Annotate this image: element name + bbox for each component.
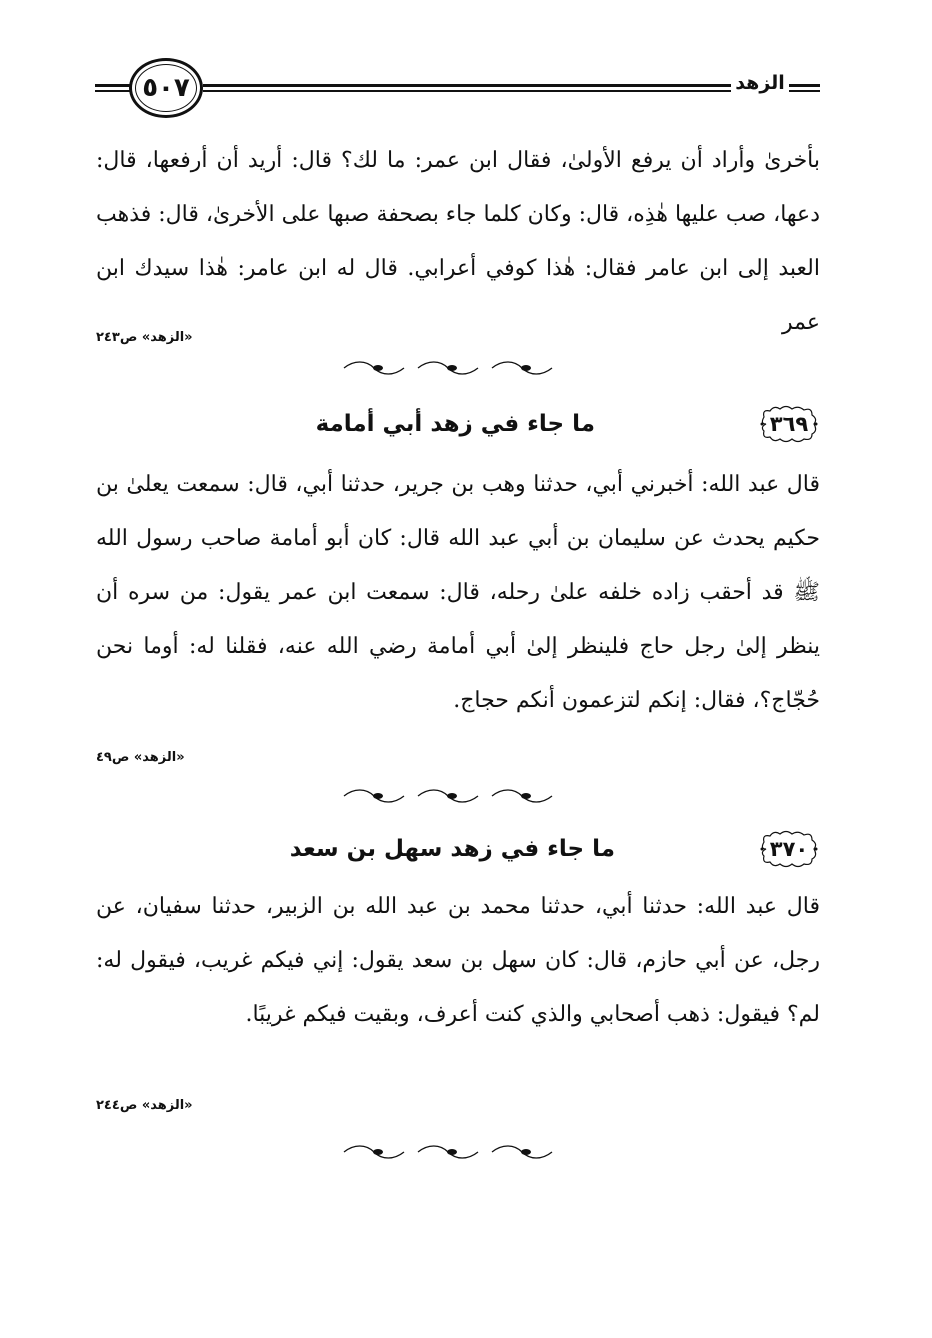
page-number: ٥٠٧ [142,73,190,103]
ornament-divider [340,1144,556,1160]
entry-number-badge [758,828,820,870]
ornament-divider [340,788,556,804]
section-heading: ما جاء في زهد سهل بن سعد [289,836,615,862]
entry-number: ٣٦٩ [769,412,809,436]
source-citation: «الزهد» ص٢٤٤ [96,1098,193,1113]
continuation-paragraph: بأخرىٰ وأراد أن يرفع الأولىٰ، فقال ابن عمر: ما لك؟ قال: أريد أن أرفعها، قال: دعها، صب عليها هٰذِه، قال: وكان كلما جاء بصحفة صبها على الأخرىٰ، قال: فذهب العبد إلى ابن عامر فقال: هٰذا كوفي أعرابي. قال له ابن عامر: هٰذا سيدك ابن عمر [96,148,820,335]
entry-paragraph: قال عبد الله: أخبرني أبي، حدثنا وهب بن جرير، حدثنا أبي، قال: سمعت يعلىٰ بن حكيم يحدث عن سليمان بن أبي عبد الله قال: كان أبو أمامة صاحب رسول الله ﷺ قد أحقب زاده خلفه علىٰ رحله، قال: سمعت ابن عمر يقول: من سره أن ينظر إلىٰ رجل حاج فلينظر إلىٰ أبي أمامة رضي الله عنه، فقلنا له: أوما نحن حُجّاج؟، فقال: إنكم لتزعمون أنكم حجاج. [96,472,820,713]
entry-number: ٣٧٠ [769,837,809,861]
source-citation: «الزهد» ص٢٤٣ [96,330,193,345]
header-rule-right [789,84,820,92]
header-rule-left [95,84,131,92]
section-heading: ما جاء في زهد أبي أمامة [315,411,595,437]
entry-paragraph: قال عبد الله: حدثنا أبي، حدثنا محمد بن عبد الله بن الزبير، حدثنا سفيان، عن رجل، عن أبي حازم، قال: كان سهل بن سعد يقول: إني فيكم غريب، فيقول له: لم؟ فيقول: ذهب أصحابي والذي كنت أعرف، وبقيت فيكم غريبًا. [96,894,820,1027]
running-title: الزهد [735,72,785,94]
page-header [95,52,820,124]
page-number-oval [129,58,203,118]
ornament-divider [340,360,556,376]
entry-number-badge [758,403,820,445]
header-rule-middle [203,84,731,92]
source-citation: «الزهد» ص٤٩ [96,750,185,765]
